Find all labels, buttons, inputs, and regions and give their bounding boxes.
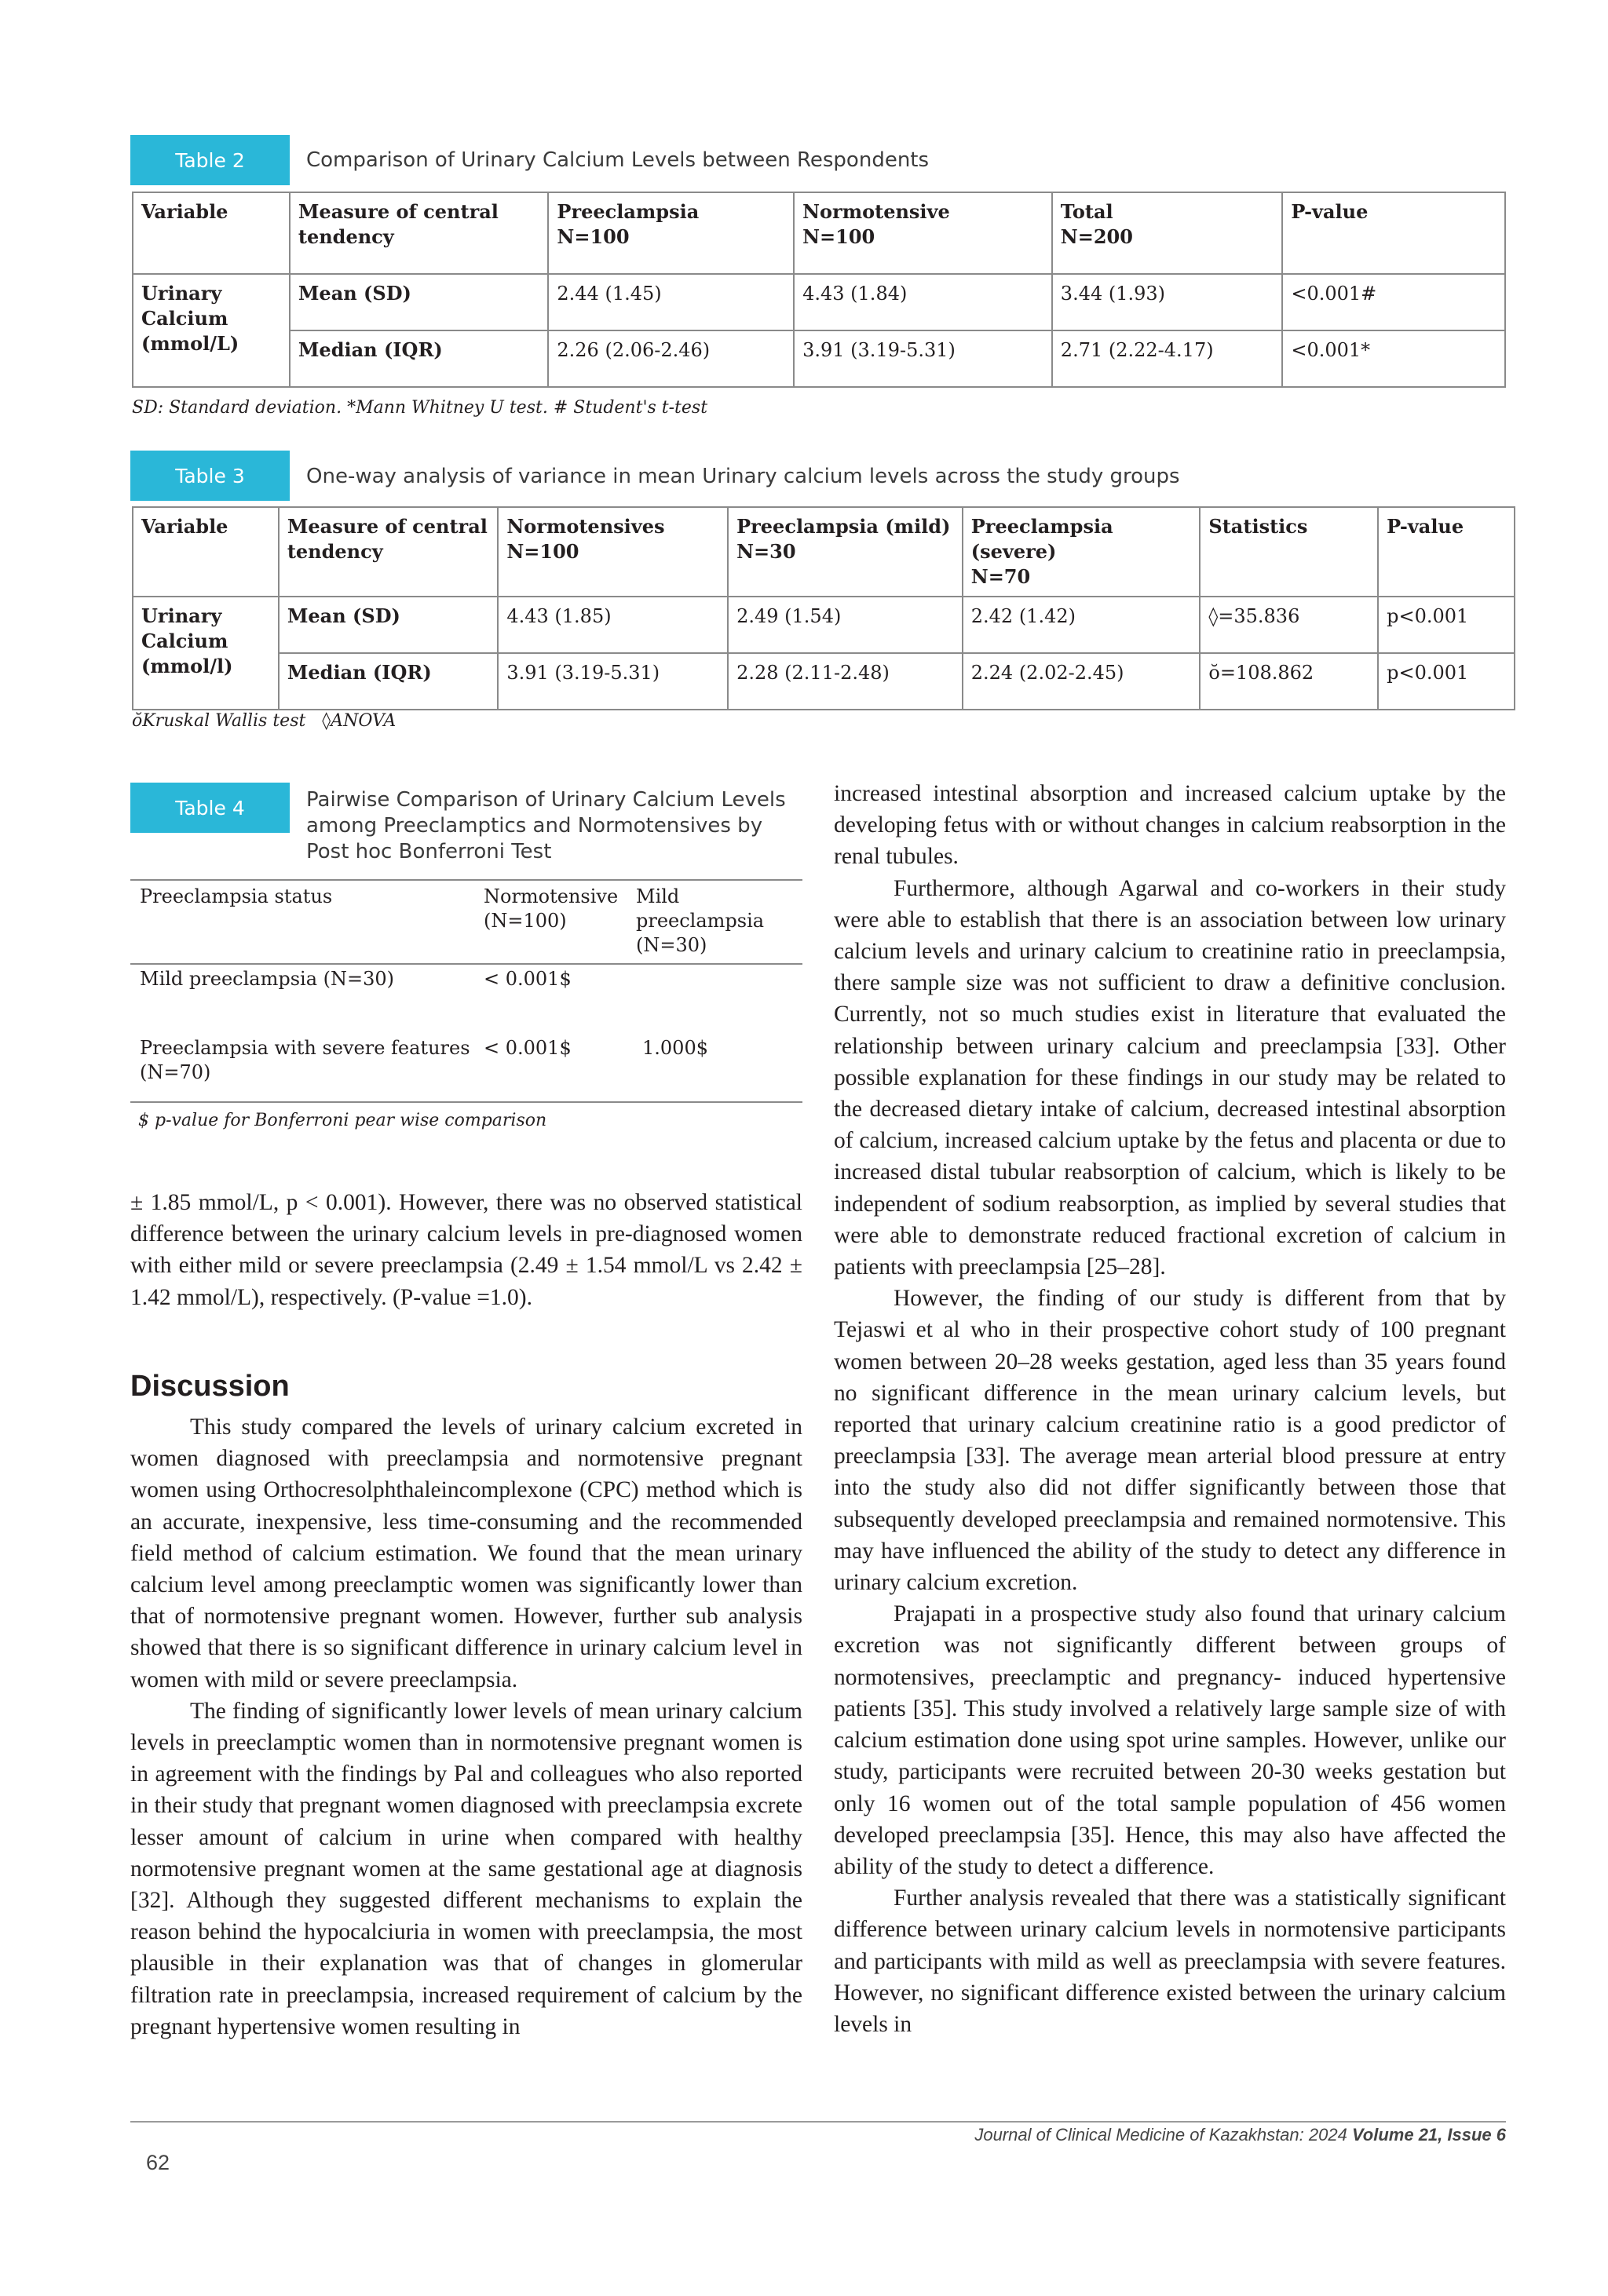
- table2-variable: Urinary Calcium (mmol/L): [133, 274, 290, 387]
- table-cell: 2.71 (2.22-4.17): [1052, 330, 1283, 387]
- table2-header-row: [133, 192, 1505, 274]
- table-cell: 2.44 (1.45): [548, 274, 794, 330]
- table-row: [133, 653, 1515, 710]
- paragraph: Further analysis revealed that there was a statistically significant difference between urinary calcium levels in normotensive participants and participants with mild as well as preeclampsia with severe features. However, no significant difference existed between the urinary calcium levels in: [834, 1885, 1506, 2037]
- table2-header-preeclampsia: Preeclampsia N=100: [548, 192, 794, 274]
- paragraph: The finding of significantly lower levels of mean urinary calcium levels in preeclamptic women than in normotensive pregnant women is in agreement with the findings by Pal and colleagues who also reported in their study that pregnant women diagnosed with preeclampsia excrete lesser amount of calcium in urine when compared with healthy normotensive pregnant women at the same gestational age at diagnosis [32]. Although they suggested different mechanisms to explain the reason behind the hypocalciuria in women with preeclampsia, the most plausible in their explanation was that of changes in glomerular filtration rate in preeclampsia, increased requirement of calcium by the pregnant hypertensive women resulting in: [130, 1698, 802, 2039]
- page-number: 62: [146, 2151, 170, 2174]
- table2-caption: Comparison of Urinary Calcium Levels between Respondents: [306, 148, 930, 172]
- table4-header-status: Preeclampsia status: [140, 885, 333, 907]
- table-cell: 3.44 (1.93): [1052, 274, 1283, 330]
- footer-journal: Journal of Clinical Medicine of Kazakhstan: 2024 Volume 21, Issue 6: [974, 2125, 1506, 2145]
- paragraph: However, the finding of our study is different from that by Tejaswi et al who in their prospective cohort study of 100 pregnant women between 20–28 weeks gestation, aged less than 35 years found no significant difference in the mean urinary calcium levels, but reported that urinary calcium creatinine ratio is a good predictor of preeclampsia [33]. The average mean arterial blood pressure at entry into the study also did not differ significantly between those that subsequently developed preeclampsia and remained normotensive. This may have influenced the ability of the study to detect any difference in urinary calcium excretion.: [834, 1286, 1506, 1596]
- table2-note: SD: Standard deviation. *Mann Whitney U test. # Student's t-test: [132, 398, 708, 418]
- paragraph: increased intestinal absorption and increased calcium uptake by the developing fetus with or without changes in calcium reabsorption in the renal tubules.: [834, 781, 1506, 870]
- paragraph: This study compared the levels of urinary calcium excreted in women diagnosed with preeclampsia and normotensive pregnant women using Orthocresolphthaleincomplexone (CPC) method which is an accurate, inexpensive, less time-consuming and the recommended field method of calcium estimation. We found that the mean urinary calcium level among preeclamptic women was significantly lower than that of normotensive pregnant women. However, further sub analysis showed that there is so significant difference in urinary calcium level in women with mild or severe preeclampsia.: [130, 1414, 802, 1692]
- table3-header-variable: Variable: [133, 507, 279, 597]
- table2: [132, 192, 1506, 388]
- table-cell: 2.24 (2.02-2.45): [963, 653, 1201, 710]
- table3-header-normotensives: Normotensives N=100: [498, 507, 728, 597]
- section-heading-discussion: Discussion: [130, 1370, 290, 1403]
- table2-header-measure: Measure of central tendency: [290, 192, 549, 274]
- table-cell: Mean (SD): [290, 274, 549, 330]
- table2-header-pvalue: P-value: [1282, 192, 1505, 274]
- table4-row1-normo: < 0.001$: [484, 968, 572, 990]
- footer-rule: [130, 2121, 1506, 2123]
- table4-caption: Pairwise Comparison of Urinary Calcium Levels among Preeclamptics and Normotensives by Post hoc Bonferroni Test: [306, 788, 786, 863]
- table-row: [133, 274, 1505, 330]
- paragraph: Furthermore, although Agarwal and co-workers in their study were able to establish that there is an association between low urinary calcium levels and urinary calcium to creatinine ratio in preeclampsia, there sample size was not sufficient to draw a definitive conclusion. Currently, not so much studies exist in literature that evaluated the relationship between urinary calcium and preeclampsia [33]. Other possible explanation for these findings in our study may be related to the decreased dietary intake of calcium, decreased intestinal absorption of calcium, increased calcium uptake by the fetus and placenta or due to increased distal tubular reabsorption of calcium, which is likely to be independent of sodium reabsorption, as implied by several studies that were able to demonstrate reduced fractional excretion of calcium in patients with preeclampsia [25–28].: [834, 875, 1506, 1280]
- table4-bottom-rule: [130, 1101, 802, 1103]
- table-cell: p<0.001: [1378, 597, 1515, 653]
- table4-header-rule: [130, 963, 802, 965]
- table-cell: <0.001#: [1282, 274, 1505, 330]
- table3-caption: One-way analysis of variance in mean Urinary calcium levels across the study groups: [306, 465, 1180, 488]
- table3-variable: Urinary Calcium (mmol/l): [133, 597, 279, 710]
- left-column-intro: [130, 1187, 802, 1313]
- paragraph: ± 1.85 mmol/L, p < 0.001). However, there was no observed statistical difference between the urinary calcium levels in pre-diagnosed women with either mild or severe preeclampsia (2.49 ± 1.54 mmol/L vs 2.42 ± 1.42 mmol/L), respectively. (P-value =1.0).: [130, 1190, 802, 1310]
- table-cell: <0.001*: [1282, 330, 1505, 387]
- table4-row2-mild: 1.000$: [642, 1037, 708, 1059]
- table-row: [133, 597, 1515, 653]
- table3-header-severe: Preeclampsia (severe) N=70: [963, 507, 1201, 597]
- table-cell: 4.43 (1.84): [794, 274, 1052, 330]
- table4-tag: Table 4: [130, 783, 290, 833]
- table-cell: Median (IQR): [279, 653, 499, 710]
- table-cell: ŏ=108.862: [1200, 653, 1378, 710]
- table-cell: 2.26 (2.06-2.46): [548, 330, 794, 387]
- left-column-discussion: [130, 1411, 802, 2042]
- table3-tag: Table 3: [130, 451, 290, 501]
- table3-header-statistics: Statistics: [1200, 507, 1378, 597]
- table-cell: 2.42 (1.42): [963, 597, 1201, 653]
- right-column: [834, 778, 1506, 2040]
- table2-header-variable: Variable: [133, 192, 290, 274]
- table3: [132, 506, 1515, 710]
- table3-header-measure: Measure of central tendency: [279, 507, 499, 597]
- table2-header-total: Total N=200: [1052, 192, 1283, 274]
- table-cell: 4.43 (1.85): [498, 597, 728, 653]
- table4-row2-normo: < 0.001$: [484, 1037, 572, 1059]
- table3-header-pvalue: P-value: [1378, 507, 1515, 597]
- table-cell: 2.28 (2.11-2.48): [728, 653, 963, 710]
- table-cell: 2.49 (1.54): [728, 597, 963, 653]
- table4-header-mild: Mild preeclampsia (N=30): [636, 885, 765, 956]
- table-cell: p<0.001: [1378, 653, 1515, 710]
- table-cell: ◊=35.836: [1200, 597, 1378, 653]
- table4-top-rule: [130, 879, 802, 881]
- table2-tag: Table 2: [130, 135, 290, 185]
- table4-row2-label: Preeclampsia with severe features (N=70): [140, 1037, 470, 1083]
- table-row: [133, 330, 1505, 387]
- table-cell: Median (IQR): [290, 330, 549, 387]
- table3-header-mild: Preeclampsia (mild) N=30: [728, 507, 963, 597]
- table-cell: 3.91 (3.19-5.31): [498, 653, 728, 710]
- table-cell: Mean (SD): [279, 597, 499, 653]
- table3-note: ŏKruskal Wallis test ◊ANOVA: [132, 711, 397, 731]
- table3-header-row: [133, 507, 1515, 597]
- table-cell: 3.91 (3.19-5.31): [794, 330, 1052, 387]
- table4-note: $ p-value for Bonferroni pear wise comparison: [138, 1111, 547, 1130]
- table4-header-normotensive: Normotensive (N=100): [484, 885, 619, 932]
- table4-row1-label: Mild preeclampsia (N=30): [140, 968, 395, 990]
- paragraph: Prajapati in a prospective study also found that urinary calcium excretion was not significantly different between groups of normotensives, preeclamptic and pregnancy- induced hypertensive patients [35]. This study involved a relatively large sample size of with calcium estimation done using spot urine samples. However, unlike our study, participants were recruited between 20-30 weeks gestation but only 16 women out of the total sample population of 456 women developed preeclampsia [35]. Hence, this may also have affected the ability of the study to detect a difference.: [834, 1601, 1506, 1879]
- table2-header-normotensive: Normotensive N=100: [794, 192, 1052, 274]
